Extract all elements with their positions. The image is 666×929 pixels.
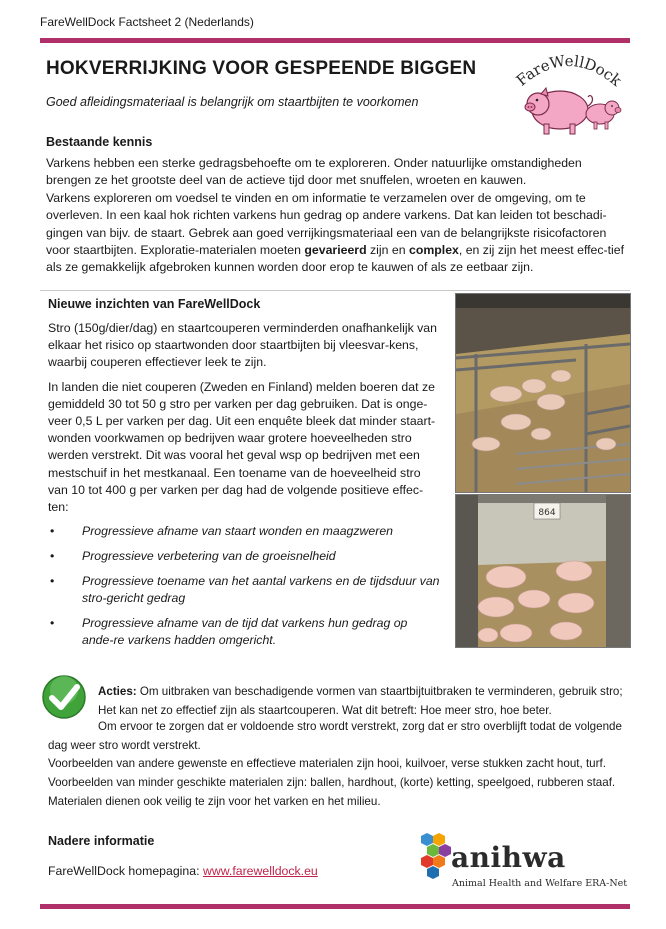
pig-pen-photo-2 <box>455 494 631 648</box>
actions-line-1: Acties: Om uitbraken van beschadigende vormen van staartbijtuitbraken te verminderen, gebruik stro; Het kan net zo effectief zijn als staartcouperen. Wat dit betreft: Hoe meer stro, hoe beter. <box>98 685 623 717</box>
pig-pen-photo-1 <box>455 293 631 493</box>
factsheet-header: FareWellDock Factsheet 2 (Nederlands) <box>40 15 254 29</box>
anihwa-name: anihwa <box>451 841 566 874</box>
insights-text <box>48 320 440 657</box>
anihwa-logo <box>418 831 630 895</box>
checkmark-icon <box>40 674 88 720</box>
insights-paragraph-1: Stro (150g/dier/dag) en staartcouperen verminderden onafhankelijk van elkaar het risico op staartwonden door staartbijten bij vleesvar-kens, waarbij couperen effectiever leek te zijn. <box>48 321 437 370</box>
page-title: HOKVERRIJKING VOOR GESPEENDE BIGGEN <box>46 58 477 79</box>
insights-paragraph-2: In landen die niet couperen (Zweden en Finland) melden boeren dat ze gemiddeld 30 tot 50 g stro per varken per dag gebruiken. Dat is onge-veer 0,5 L per varken per dag. Uit een enquête bleek dat minder staart-wonden voorkwamen op bedrijven waar grotere hoeveelheden stro werden verstrekt. Dit was vooral het geval wsp op bedrijven met een mestschuif in het mestkanaal. Een toename van de hoeveelheid stro van 10 tot 400 g per varken per dag had de volgende positieve effec-ten: <box>48 379 436 515</box>
logo-text: FareWellDock <box>512 51 625 90</box>
farewelldock-logo <box>508 48 628 140</box>
emphasis-varied: gevarieerd <box>304 243 367 258</box>
homepage-line <box>48 864 318 878</box>
actions-line-5: Materialen dienen ook veilig te zijn voor het varken en het milieu. <box>48 795 381 808</box>
list-item: • Progressieve verbetering van de groeisnelheid <box>48 548 440 565</box>
effects-list <box>48 523 440 649</box>
existing-paragraph-1: Varkens hebben een sterke gedragsbehoefte om te exploreren. Onder natuurlijke omstandigheden brengen ze het grootste deel van de actieve tijd door met snuffelen, wroeten en kauwen. <box>46 156 582 188</box>
actions-line-4: Voorbeelden van minder geschikte materialen zijn: ballen, hardhout, (korte) ketting, speelgoed, rubberen staaf. <box>48 776 616 789</box>
more-info-heading: Nadere informatie <box>48 834 155 848</box>
anihwa-tagline: Animal Health and Welfare ERA-Net <box>452 878 628 889</box>
actions-label: Acties: <box>98 685 137 698</box>
actions-line-3: Voorbeelden van andere gewenste en effectieve materialen zijn hooi, kuilvoer, verse stukken zacht hout, turf. <box>48 757 606 770</box>
existing-paragraph-2: Varkens exploreren om voedsel te vinden en om informatie te verzamelen over de omgeving, om te overleven. In een kaal hok richten varkens hun gedrag op andere varkens. Dat kan leiden tot beschadi-gingen van bijv. de staart. Gebrek aan goed verrijkingsmateriaal een van de belangrijkste risicofactoren voor staartbijten. Exploratie-materialen moeten gevarieerd zijn en complex, en zij zijn het meest effec-tief als ze gemakkelijk afgebroken kunnen worden door erop te kauwen of als ze eetbaar zijn. <box>46 190 625 275</box>
hexagon-cluster-icon <box>418 831 452 883</box>
list-item: • Progressieve afname van staart wonden en maagzweren <box>48 523 440 540</box>
existing-knowledge-heading: Bestaande kennis <box>46 135 153 149</box>
emphasis-complex: complex <box>408 243 459 258</box>
bottom-divider <box>40 904 630 909</box>
pen-sign-number: 864 <box>538 508 556 518</box>
svg-text:FareWellDock <box>513 52 626 91</box>
homepage-label: FareWellDock homepagina: <box>48 864 200 878</box>
actions-line-2: Om ervoor te zorgen dat er voldoende stro wordt verstrekt, zorg dat er stro overblijft todat de volgende dag weer stro wordt verstrekt. <box>48 720 622 752</box>
list-item: • Progressieve toename van het aantal varkens en de tijdsduur van stro-gericht gedrag <box>48 573 440 607</box>
pig-logo-icon <box>508 48 628 140</box>
top-divider <box>40 38 630 43</box>
insights-heading: Nieuwe inzichten van FareWellDock <box>48 297 261 311</box>
existing-knowledge-text <box>46 155 626 277</box>
page-subtitle: Goed afleidingsmateriaal is belangrijk om staartbijten te voorkomen <box>46 95 419 109</box>
homepage-link[interactable]: www.farewelldock.eu <box>202 864 318 878</box>
list-item: • Progressieve afname van de tijd dat varkens hun gedrag op ande-re varkens hadden omgericht. <box>48 615 440 649</box>
